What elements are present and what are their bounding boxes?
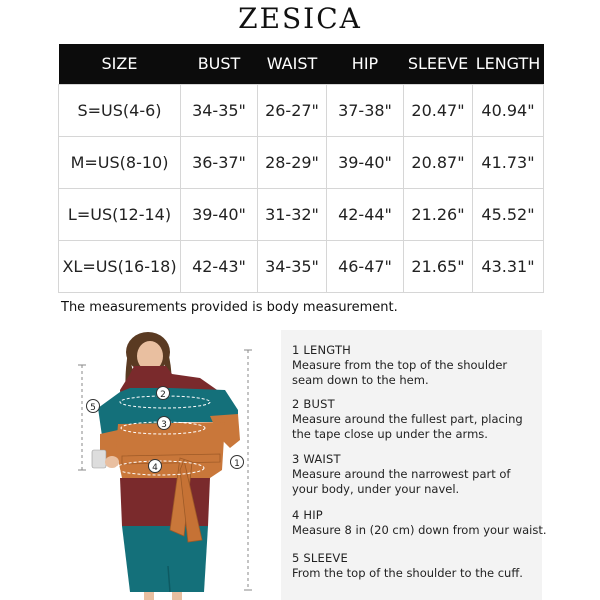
guide-desc: the tape close up under the arms. xyxy=(292,427,488,441)
guide-title: 5 SLEEVE xyxy=(292,551,348,565)
guide-item-hip xyxy=(292,508,547,538)
guide-item-length xyxy=(292,343,507,388)
cell-size: XL=US(16-18) xyxy=(59,240,181,292)
cup xyxy=(92,450,106,468)
guide-desc: Measure around the fullest part, placing xyxy=(292,412,523,426)
cell-length: 43.31" xyxy=(473,240,544,292)
size-chart-table xyxy=(58,44,544,293)
table-row xyxy=(59,84,544,136)
marker-2 xyxy=(157,387,170,401)
cell-size: S=US(4-6) xyxy=(59,84,181,136)
cell-length: 45.52" xyxy=(473,188,544,240)
cell-length: 40.94" xyxy=(473,84,544,136)
table-row xyxy=(59,240,544,292)
cell-bust: 34-35" xyxy=(181,84,258,136)
guide-title: 2 BUST xyxy=(292,397,335,411)
guide-desc: your body, under your navel. xyxy=(292,482,460,496)
guide-desc: seam down to the hem. xyxy=(292,373,429,387)
header-length: LENGTH xyxy=(473,44,544,84)
cell-bust: 39-40" xyxy=(181,188,258,240)
cell-hip: 37-38" xyxy=(327,84,404,136)
cell-hip: 46-47" xyxy=(327,240,404,292)
svg-text:5: 5 xyxy=(90,403,96,413)
cell-sleeve: 21.65" xyxy=(404,240,473,292)
guide-desc: Measure around the narrowest part of xyxy=(292,467,511,481)
cell-waist: 26-27" xyxy=(258,84,327,136)
marker-5 xyxy=(87,400,100,414)
measurement-note: The measurements provided is body measurement. xyxy=(61,300,398,315)
cell-hip: 39-40" xyxy=(327,136,404,188)
table-row xyxy=(59,136,544,188)
guide-title: 4 HIP xyxy=(292,508,323,522)
marker-4 xyxy=(149,460,162,474)
svg-text:4: 4 xyxy=(152,463,158,473)
brand-logo: ZESICA xyxy=(238,2,362,35)
guide-desc: From the top of the shoulder to the cuff. xyxy=(292,566,523,580)
guide-item-bust xyxy=(292,397,523,442)
guide-title: 1 LENGTH xyxy=(292,343,352,357)
guide-title: 3 WAIST xyxy=(292,452,341,466)
cell-bust: 42-43" xyxy=(181,240,258,292)
cell-waist: 28-29" xyxy=(258,136,327,188)
cell-sleeve: 21.26" xyxy=(404,188,473,240)
svg-text:1: 1 xyxy=(234,459,240,469)
cell-waist: 31-32" xyxy=(258,188,327,240)
svg-text:2: 2 xyxy=(160,390,166,400)
guide-desc: Measure from the top of the shoulder xyxy=(292,358,508,372)
cell-sleeve: 20.47" xyxy=(404,84,473,136)
cell-sleeve: 20.87" xyxy=(404,136,473,188)
cell-size: L=US(12-14) xyxy=(59,188,181,240)
model-illustration xyxy=(60,330,270,600)
cell-length: 41.73" xyxy=(473,136,544,188)
header-hip: HIP xyxy=(327,44,404,84)
header-sleeve: SLEEVE xyxy=(404,44,473,84)
cell-bust: 36-37" xyxy=(181,136,258,188)
dress-orange-band xyxy=(116,422,225,478)
marker-1 xyxy=(231,456,244,470)
header-waist: WAIST xyxy=(258,44,327,84)
guide-item-waist xyxy=(292,452,510,497)
svg-text:3: 3 xyxy=(161,420,167,430)
cell-hip: 42-44" xyxy=(327,188,404,240)
guide-item-sleeve xyxy=(292,551,523,581)
cell-waist: 34-35" xyxy=(258,240,327,292)
marker-3 xyxy=(158,417,171,431)
table-header-row xyxy=(59,44,544,84)
header-size: SIZE xyxy=(59,44,181,84)
table-row xyxy=(59,188,544,240)
cell-size: M=US(8-10) xyxy=(59,136,181,188)
guide-desc: Measure 8 in (20 cm) down from your waist. xyxy=(292,523,547,537)
header-bust: BUST xyxy=(181,44,258,84)
